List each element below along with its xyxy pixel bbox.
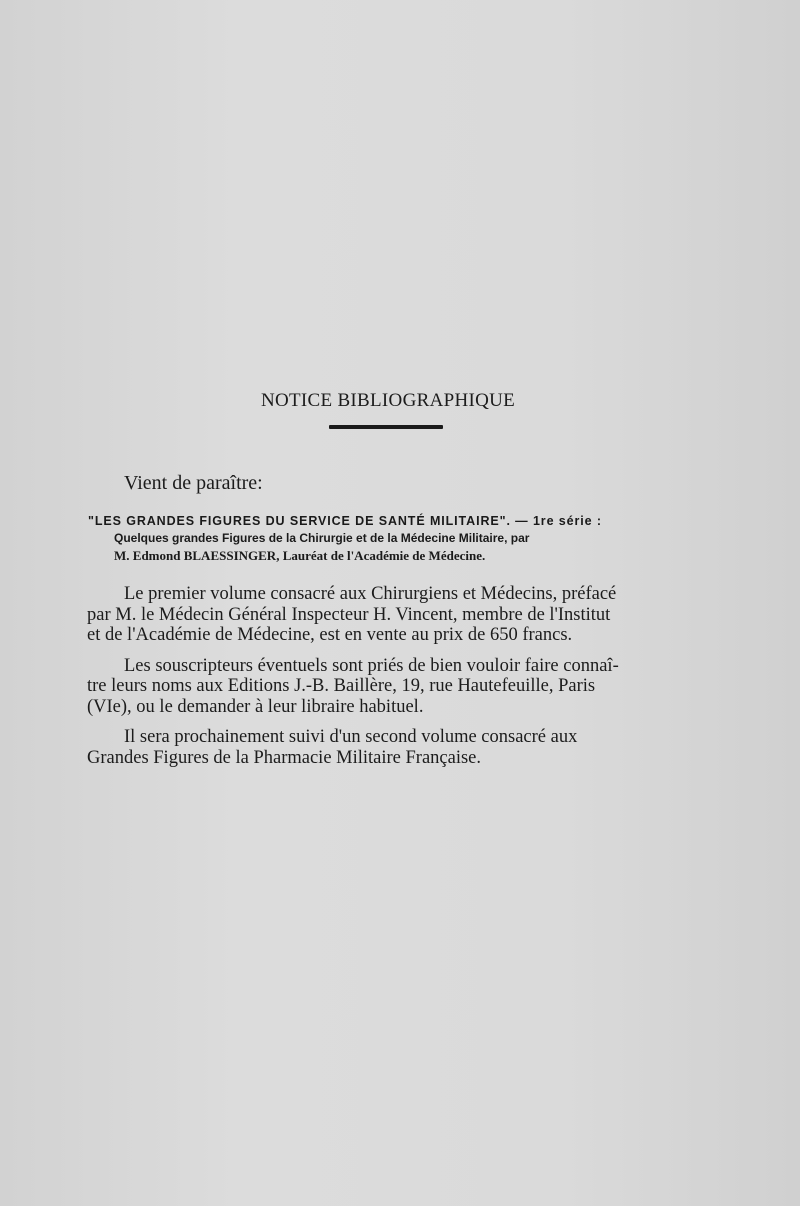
text-line: (VIe), ou le demander à leur libraire habituel. bbox=[87, 696, 424, 717]
reference-line: Quelques grandes Figures de la Chirurgie et de la Médecine Militaire, par bbox=[114, 531, 530, 545]
title-underline bbox=[329, 425, 443, 429]
text-line: Grandes Figures de la Pharmacie Militaire Française. bbox=[87, 747, 482, 768]
reference-line: "LES GRANDES FIGURES DU SERVICE DE SANTÉ MILITAIRE". — 1re série : bbox=[88, 514, 602, 528]
paragraph bbox=[87, 656, 707, 718]
text-line: Il sera prochainement suivi d'un second volume consacré aux bbox=[124, 727, 578, 747]
paragraph bbox=[87, 584, 707, 646]
bibliographic-reference bbox=[88, 513, 688, 564]
announcement: Vient de paraître: bbox=[124, 472, 263, 494]
text-line: et de l'Académie de Médecine, est en vente au prix de 650 francs. bbox=[87, 625, 573, 645]
body-text bbox=[87, 584, 707, 778]
text-line: par M. le Médecin Général Inspecteur H. Vincent, membre de l'Institut bbox=[87, 604, 611, 625]
page-title: NOTICE BIBLIOGRAPHIQUE bbox=[260, 390, 516, 411]
paragraph bbox=[87, 727, 707, 768]
text-line: tre leurs noms aux Editions J.-B. Baillère, 19, rue Hautefeuille, Paris bbox=[87, 676, 596, 696]
reference-line: M. Edmond BLAESSINGER, Lauréat de l'Académie de Médecine. bbox=[114, 548, 486, 563]
text-line: Le premier volume consacré aux Chirurgiens et Médecins, préfacé bbox=[124, 584, 617, 604]
text-line: Les souscripteurs éventuels sont priés de bien vouloir faire connaî- bbox=[124, 655, 619, 676]
